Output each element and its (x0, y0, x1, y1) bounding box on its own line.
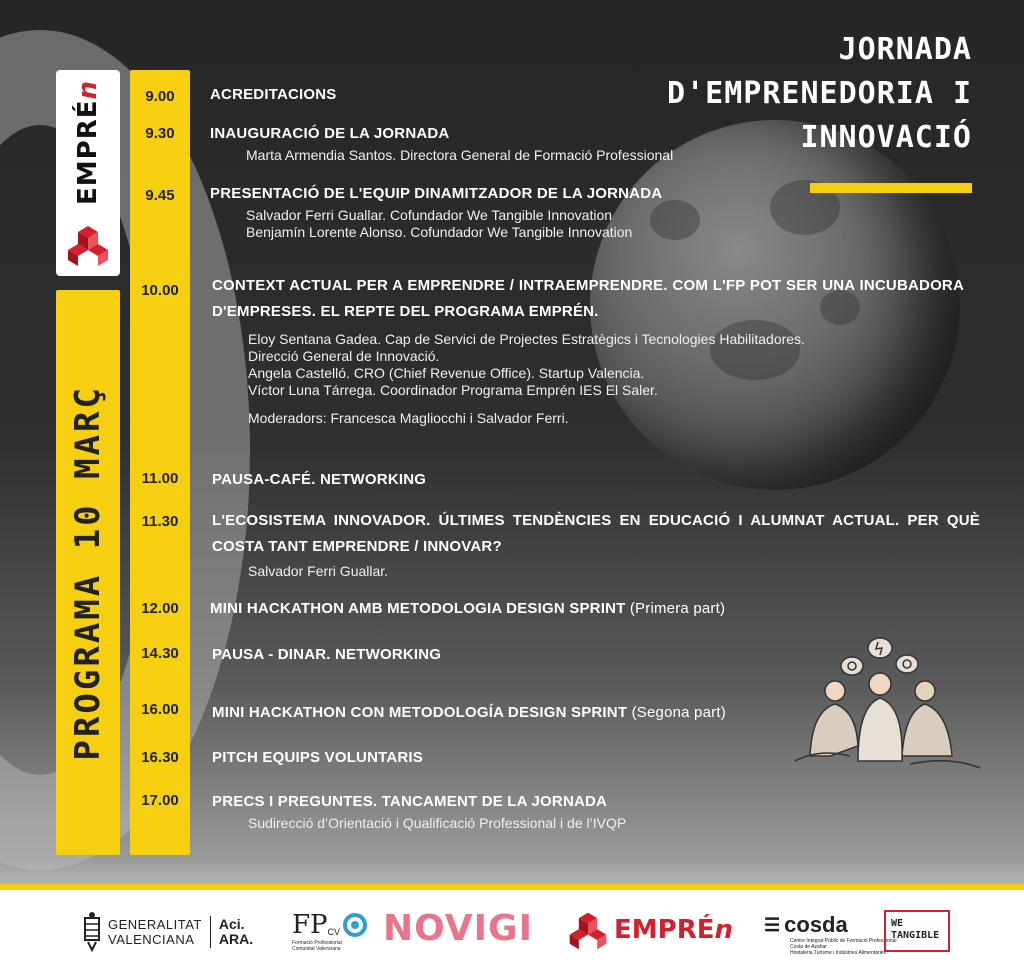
title-line-3: INNOVACIÓ (800, 120, 972, 155)
wt-line-2: TANGIBLE (891, 930, 940, 941)
event-title (667, 28, 972, 160)
schedule-item (212, 273, 964, 427)
fp-ring-icon (342, 912, 368, 938)
item-title: PRECS I PREGUNTES. TANCAMENT DE LA JORNADA (212, 793, 608, 810)
cube-logo-icon (566, 910, 610, 950)
item-title: PAUSA - DINAR. NETWORKING (212, 646, 442, 663)
speaker-line: Salvador Ferri Guallar. (248, 563, 389, 579)
time-label: 11.30 (141, 513, 179, 530)
schedule-item (212, 745, 423, 771)
title-line-1: JORNADA (838, 32, 972, 67)
cosda-text: cosda (784, 912, 848, 937)
item-title: PAUSA-CAFÉ. NETWORKING (212, 471, 427, 488)
footer-logos (0, 890, 1024, 976)
title-underline (810, 183, 972, 193)
title-line-2: D'EMPRENEDORIA I (667, 76, 972, 111)
we-tangible-logo (884, 910, 950, 952)
cosda-lines-icon: ☰ (764, 914, 781, 935)
item-title: CONTEXT ACTUAL PER A EMPRENDRE / INTRAEMPRENDRE. COM L'FP POT SER UNA INCUBADORA D'EMPRESES. EL REPTE DEL PROGRAMA EMPRÉN. (212, 277, 964, 320)
schedule-item (212, 642, 441, 668)
fp-text: FP (292, 910, 328, 940)
schedule-item (212, 508, 980, 580)
cosda-sub-3: Hostaleria,Turisme i Indústries Alimentàries (790, 950, 886, 956)
schedule-item (210, 596, 725, 622)
fp-sub-2: Comunitat Valenciana (292, 946, 341, 952)
schedule-item (210, 181, 662, 241)
empren-logo-box (56, 70, 120, 276)
time-label: 11.00 (141, 470, 179, 487)
time-label: 9.30 (145, 125, 175, 142)
item-title: ACREDITACIONS (210, 86, 337, 103)
program-date-label: PROGRAMA 10 MARÇ (68, 384, 108, 761)
gva-line-2: VALENCIANA (108, 932, 195, 947)
speaker-line: Marta Armendia Santos. Directora General de Formació Professional (246, 147, 674, 163)
time-label: 9.45 (145, 187, 175, 204)
empren-footer-logo (566, 910, 733, 950)
novigi-logo: NOVIGI (383, 908, 533, 949)
speaker-line: Salvador Ferri Guallar. Cofundador We Tangible Innovation (246, 207, 613, 223)
time-label: 12.00 (141, 600, 179, 617)
program-date-banner (56, 290, 120, 855)
gva-crest-icon (82, 912, 102, 952)
fp-sub-1: Formació Professional (292, 940, 342, 946)
empren-wordmark: EMPRÉn (73, 80, 103, 205)
fp-cv-text: CV (327, 927, 341, 937)
item-note: (Segona part) (631, 704, 726, 721)
cosda-logo (764, 912, 896, 956)
item-title: INAUGURACIÓ DE LA JORNADA (210, 125, 450, 142)
item-note: (Primera part) (629, 600, 726, 617)
schedule-item (212, 789, 626, 832)
cosda-sub-2: Costa de Azahar (790, 944, 827, 950)
time-column (130, 70, 190, 855)
moderators-line: Moderadors: Francesca Magliocchi i Salvador Ferri. (248, 410, 569, 426)
speaker-line: Angela Castelló. CRO (Chief Revenue Office). Startup Valencia. (248, 365, 645, 381)
time-label: 16.00 (141, 701, 179, 718)
speaker-line: Benjamín Lorente Alonso. Cofundador We Tangible Innovation (246, 224, 633, 240)
brainstorm-illustration (790, 636, 990, 776)
item-title: MINI HACKATHON CON METODOLOGÍA DESIGN SPRINT (212, 704, 628, 721)
item-title: MINI HACKATHON AMB METODOLOGIA DESIGN SPRINT (210, 600, 626, 617)
time-label: 14.30 (141, 645, 179, 662)
time-label: 16.30 (141, 749, 179, 766)
time-label: 10.00 (141, 282, 179, 299)
time-label: 17.00 (141, 792, 179, 809)
schedule-item (212, 467, 426, 493)
gva-line-1: GENERALITAT (108, 917, 202, 932)
item-title: PITCH EQUIPS VOLUNTARIS (212, 749, 424, 766)
item-title: PRESENTACIÓ DE L'EQUIP DINAMITZADOR DE LA JORNADA (210, 185, 663, 202)
cosda-sub-1: Centre Integrat Públic de Formació Professional (790, 938, 897, 944)
cube-logo-icon (64, 224, 112, 266)
fpcv-logo (292, 910, 368, 952)
speaker-line: Víctor Luna Tárrega. Coordinador Programa Emprén IES El Saler. (248, 382, 658, 398)
wt-line-1: WE (891, 918, 904, 929)
aci-line-1: Aci. (218, 916, 245, 932)
time-label: 9.00 (145, 88, 175, 105)
schedule-item (210, 82, 337, 108)
generalitat-logo (82, 912, 253, 952)
schedule-item (212, 700, 726, 726)
item-title: L'ECOSISTEMA INNOVADOR. ÚLTIMES TENDÈNCIES EN EDUCACIÓ I ALUMNAT ACTUAL. PER QUÈ COSTA TANT EMPRENDRE / INNOVAR? (212, 512, 980, 555)
speaker-line: Eloy Sentana Gadea. Cap de Servici de Projectes Estratègics i Tecnologies Habilitadores. (248, 331, 805, 347)
aci-line-2: ARA. (218, 931, 254, 947)
speaker-line: Direcció General de Innovació. (248, 348, 440, 364)
schedule-item (210, 121, 673, 164)
speaker-line: Sudirecció d’Orientació i Qualificació Professional i de l’IVQP (248, 815, 627, 831)
empren-footer-text: EMPRÉn (614, 915, 733, 945)
